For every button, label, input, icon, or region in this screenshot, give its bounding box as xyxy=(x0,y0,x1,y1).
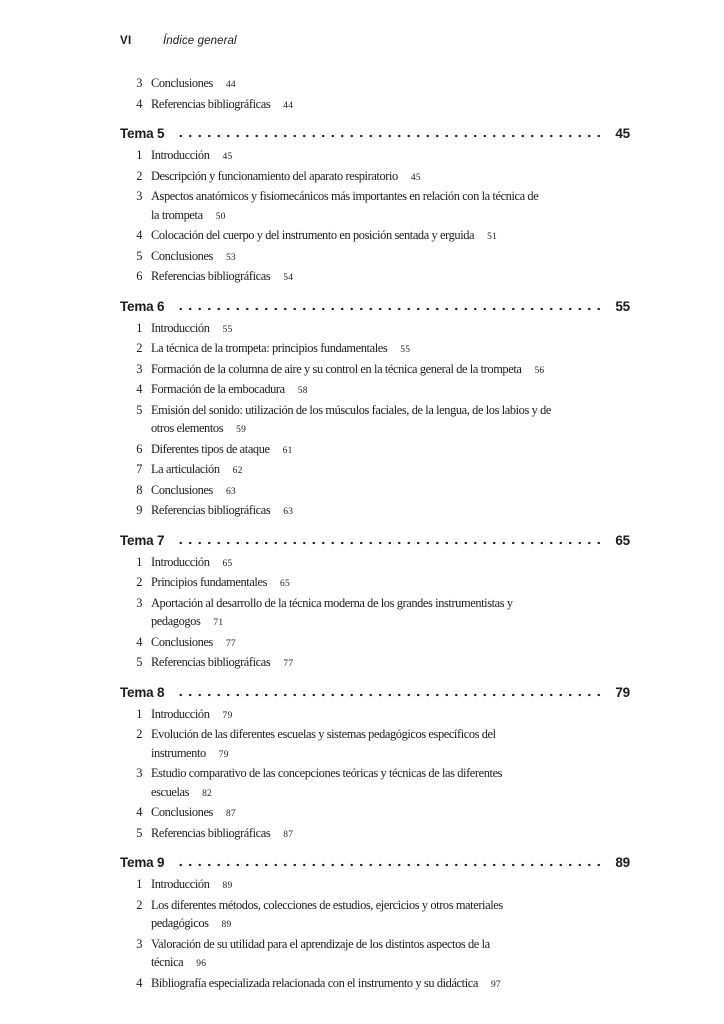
item-text-line xyxy=(151,380,308,401)
section-title: Tema 7 xyxy=(120,532,165,548)
item-page-number: 79 xyxy=(222,710,233,721)
section-title: Tema 5 xyxy=(120,126,165,141)
toc-item xyxy=(120,633,630,654)
item-page-number: 77 xyxy=(283,659,294,669)
item-number: 5 xyxy=(136,248,142,263)
item-title: la trompeta xyxy=(151,207,203,222)
toc-item xyxy=(120,481,630,502)
item-title: Conclusiones xyxy=(151,805,213,819)
item-text-line xyxy=(151,744,496,765)
item-number: 4 xyxy=(136,228,142,242)
item-text xyxy=(151,74,236,95)
item-text-line xyxy=(151,553,232,574)
item-title: Introducción xyxy=(151,877,210,891)
item-text xyxy=(151,401,551,440)
item-text xyxy=(151,146,232,167)
item-text-line xyxy=(151,440,293,461)
running-header xyxy=(120,34,630,48)
item-title: otros elementos xyxy=(151,421,224,435)
item-number: 4 xyxy=(136,975,142,990)
item-title: Conclusiones xyxy=(151,482,213,497)
item-title: Referencias bibliográficas xyxy=(151,269,271,283)
section-page-number: 89 xyxy=(615,855,630,870)
item-text xyxy=(151,226,497,247)
item-text-line xyxy=(151,481,236,502)
item-number: 3 xyxy=(136,766,142,780)
item-number: 3 xyxy=(136,936,142,951)
toc-section xyxy=(120,683,630,845)
item-number: 6 xyxy=(136,269,142,283)
toc-section xyxy=(120,853,630,994)
item-page-number: 45 xyxy=(410,172,421,183)
item-text-line xyxy=(151,974,501,995)
item-title: Emisión del sonido: utilización de los músculos faciales, de la lengua, de los labios y de xyxy=(151,402,551,417)
page-folio: VI xyxy=(120,35,132,47)
item-text-line xyxy=(151,824,293,845)
toc-item xyxy=(120,764,630,803)
item-number: 2 xyxy=(136,897,142,912)
toc-item xyxy=(120,167,630,188)
item-title: Conclusiones xyxy=(151,76,213,90)
item-page-number: 54 xyxy=(283,273,294,283)
item-title: Bibliografía especializada relacionada con el instrumento y su didáctica xyxy=(151,975,478,990)
item-title: Valoración de su utilidad para el aprendizaje de los distintos aspectos de la xyxy=(151,936,490,951)
item-number: 1 xyxy=(136,148,142,162)
item-text-line xyxy=(151,146,232,167)
section-page-number: 45 xyxy=(615,126,630,141)
item-number: 1 xyxy=(136,320,142,335)
section-page-number: 79 xyxy=(615,684,630,700)
item-page-number: 58 xyxy=(297,386,308,396)
toc-item xyxy=(120,247,630,268)
item-title: Aportación al desarrollo de la técnica moderna de los grandes instrumentistas y xyxy=(151,595,513,610)
item-text xyxy=(151,319,232,340)
item-title: Introducción xyxy=(151,706,210,721)
section-heading xyxy=(120,531,630,551)
item-text-line xyxy=(151,419,551,440)
toc-item xyxy=(120,573,630,594)
item-page-number: 96 xyxy=(196,959,207,969)
item-title: Introducción xyxy=(151,148,210,162)
item-title: Referencias bibliográficas xyxy=(151,655,271,669)
item-title: La técnica de la trompeta: principios fundamentales xyxy=(151,341,388,355)
item-page-number: 97 xyxy=(490,979,501,990)
toc-item xyxy=(120,935,630,974)
item-text-line xyxy=(151,705,232,726)
running-header-title: Índice general xyxy=(163,35,237,47)
item-title: Referencias bibliográficas xyxy=(151,503,271,517)
toc-item xyxy=(120,705,630,726)
toc-item xyxy=(120,95,630,116)
item-title: Aspectos anatómicos y fisiomecánicos más importantes en relación con la técnica de xyxy=(151,189,539,203)
item-number: 1 xyxy=(136,706,142,721)
item-page-number: 55 xyxy=(222,324,233,335)
dot-leader xyxy=(174,533,607,545)
item-page-number: 89 xyxy=(222,881,233,891)
item-text-line xyxy=(151,764,502,783)
toc-item xyxy=(120,319,630,340)
item-page-number: 82 xyxy=(202,788,212,799)
item-title: Conclusiones xyxy=(151,634,213,649)
item-title: Estudio comparativo de las concepciones teóricas y técnicas de las diferentes xyxy=(151,766,503,780)
item-text xyxy=(151,95,293,116)
toc-item xyxy=(120,501,630,522)
item-title: Descripción y funcionamiento del aparato respiratorio xyxy=(151,168,398,183)
item-page-number: 65 xyxy=(222,558,233,569)
item-text-line xyxy=(151,935,490,954)
section-title: Tema 8 xyxy=(120,684,165,700)
item-text-line xyxy=(151,896,503,915)
item-text xyxy=(151,824,293,845)
toc-item xyxy=(120,226,630,247)
item-title: pedagogos xyxy=(151,614,201,628)
toc-item xyxy=(120,653,630,674)
item-title: Introducción xyxy=(151,320,210,335)
item-text-line xyxy=(151,267,293,288)
item-text-line xyxy=(151,953,490,974)
item-title: Colocación del cuerpo y del instrumento en posición sentada y erguida xyxy=(151,228,475,242)
item-page-number: 45 xyxy=(222,152,233,162)
item-text-line xyxy=(151,206,538,227)
toc-item xyxy=(120,360,630,381)
item-text xyxy=(151,633,236,654)
item-title: Principios fundamentales xyxy=(151,575,268,589)
item-page-number: 55 xyxy=(400,345,411,355)
item-number: 4 xyxy=(136,96,142,111)
toc-item xyxy=(120,267,630,288)
item-title: Formación de la columna de aire y su control en la técnica general de la trompeta xyxy=(151,361,522,376)
dot-leader xyxy=(174,685,607,697)
toc-item xyxy=(120,440,630,461)
item-text-line xyxy=(151,803,236,824)
item-text-line xyxy=(151,74,236,95)
item-number: 6 xyxy=(136,441,142,456)
toc-item xyxy=(120,725,630,764)
item-page-number: 87 xyxy=(283,829,294,840)
item-number: 3 xyxy=(136,189,142,203)
item-page-number: 89 xyxy=(221,920,232,930)
item-text-line xyxy=(151,725,496,744)
item-page-number: 51 xyxy=(487,232,498,242)
item-text xyxy=(151,167,421,188)
section-title: Tema 9 xyxy=(120,855,165,870)
item-text-line xyxy=(151,339,410,360)
toc-item xyxy=(120,380,630,401)
item-text-line xyxy=(151,401,551,420)
section-page-number: 55 xyxy=(615,298,630,314)
dot-leader xyxy=(174,855,607,867)
item-text-line xyxy=(151,914,503,935)
item-number: 1 xyxy=(136,554,142,569)
section-heading xyxy=(120,124,630,144)
toc-item xyxy=(120,974,630,995)
toc-item xyxy=(120,875,630,896)
item-title: Los diferentes métodos, colecciones de estudios, ejercicios y otros materiales xyxy=(151,897,503,912)
item-number: 7 xyxy=(136,462,142,476)
toc-content xyxy=(120,74,630,994)
item-text xyxy=(151,360,544,381)
item-text xyxy=(151,553,232,574)
item-title: escuelas xyxy=(151,784,190,799)
item-text-line xyxy=(151,226,497,247)
item-number: 3 xyxy=(136,76,142,90)
section-heading xyxy=(120,297,630,317)
item-text-line xyxy=(151,319,232,340)
item-text xyxy=(151,267,293,288)
item-text xyxy=(151,187,538,226)
item-text xyxy=(151,803,236,824)
item-text-line xyxy=(151,783,502,804)
item-text-line xyxy=(151,653,293,674)
item-title: Referencias bibliográficas xyxy=(151,96,271,111)
item-title: Evolución de las diferentes escuelas y sistemas pedagógicos específicos del xyxy=(151,727,496,741)
toc-section xyxy=(120,531,630,674)
item-title: Formación de la embocadura xyxy=(151,382,285,396)
item-text xyxy=(151,339,410,360)
item-page-number: 71 xyxy=(213,618,224,628)
item-number: 4 xyxy=(136,382,142,396)
item-page-number: 59 xyxy=(236,425,247,435)
item-text xyxy=(151,573,290,594)
item-page-number: 53 xyxy=(225,252,236,263)
item-number: 8 xyxy=(136,482,142,497)
item-text xyxy=(151,764,502,803)
item-page-number: 61 xyxy=(282,445,293,456)
toc-item xyxy=(120,401,630,440)
item-page-number: 44 xyxy=(283,100,294,111)
item-text-line xyxy=(151,594,513,613)
item-number: 9 xyxy=(136,503,142,517)
item-title: Referencias bibliográficas xyxy=(151,825,271,840)
item-page-number: 63 xyxy=(225,486,236,497)
section-heading xyxy=(120,853,630,873)
item-text-line xyxy=(151,360,544,381)
item-text-line xyxy=(151,167,421,188)
item-text xyxy=(151,380,308,401)
item-text xyxy=(151,594,513,633)
item-number: 1 xyxy=(136,877,142,891)
item-text xyxy=(151,725,496,764)
item-title: La articulación xyxy=(151,462,220,476)
toc-item xyxy=(120,187,630,226)
item-title: instrumento xyxy=(151,745,206,760)
item-number: 2 xyxy=(136,575,142,589)
item-text-line xyxy=(151,612,513,633)
item-page-number: 62 xyxy=(232,466,243,476)
section-heading xyxy=(120,683,630,703)
item-title: Diferentes tipos de ataque xyxy=(151,441,270,456)
item-number: 5 xyxy=(136,825,142,840)
item-number: 2 xyxy=(136,168,142,183)
dot-leader xyxy=(174,299,607,311)
item-text-line xyxy=(151,247,236,268)
toc-item xyxy=(120,594,630,633)
item-number: 3 xyxy=(136,595,142,610)
item-text-line xyxy=(151,875,232,896)
item-text xyxy=(151,875,232,896)
section-title: Tema 6 xyxy=(120,298,165,314)
item-page-number: 79 xyxy=(218,749,229,760)
item-text-line xyxy=(151,501,293,522)
item-text xyxy=(151,501,293,522)
item-text xyxy=(151,460,243,481)
toc-section xyxy=(120,124,630,288)
item-text-line xyxy=(151,633,236,654)
toc-item xyxy=(120,460,630,481)
item-text xyxy=(151,653,293,674)
item-page-number: 56 xyxy=(534,365,545,376)
item-text-line xyxy=(151,95,293,116)
item-text xyxy=(151,247,236,268)
item-title: Introducción xyxy=(151,554,210,569)
item-page-number: 77 xyxy=(225,638,236,649)
item-page-number: 50 xyxy=(215,211,226,222)
toc-item xyxy=(120,824,630,845)
item-number: 2 xyxy=(136,341,142,355)
item-number: 5 xyxy=(136,655,142,669)
item-page-number: 63 xyxy=(283,507,294,517)
item-text xyxy=(151,896,503,935)
dot-leader xyxy=(174,126,607,138)
toc-item xyxy=(120,803,630,824)
toc-item xyxy=(120,896,630,935)
item-number: 5 xyxy=(136,402,142,417)
toc-item xyxy=(120,339,630,360)
item-text xyxy=(151,705,232,726)
section-page-number: 65 xyxy=(615,532,630,548)
item-text-line xyxy=(151,573,290,594)
item-page-number: 44 xyxy=(225,80,236,90)
toc-item xyxy=(120,146,630,167)
item-title: Conclusiones xyxy=(151,248,213,263)
item-number: 4 xyxy=(136,805,142,819)
item-page-number: 65 xyxy=(280,579,290,589)
toc-item xyxy=(120,74,630,95)
item-title: técnica xyxy=(151,955,184,969)
item-text xyxy=(151,440,293,461)
item-text-line xyxy=(151,460,243,481)
item-text xyxy=(151,935,490,974)
item-number: 2 xyxy=(136,727,142,741)
item-text-line xyxy=(151,187,538,206)
toc-item xyxy=(120,553,630,574)
item-page-number: 87 xyxy=(225,809,236,819)
item-title: pedagógicos xyxy=(151,916,209,930)
item-text xyxy=(151,481,236,502)
item-text xyxy=(151,974,501,995)
item-number: 4 xyxy=(136,634,142,649)
toc-section xyxy=(120,297,630,522)
item-number: 3 xyxy=(136,361,142,376)
